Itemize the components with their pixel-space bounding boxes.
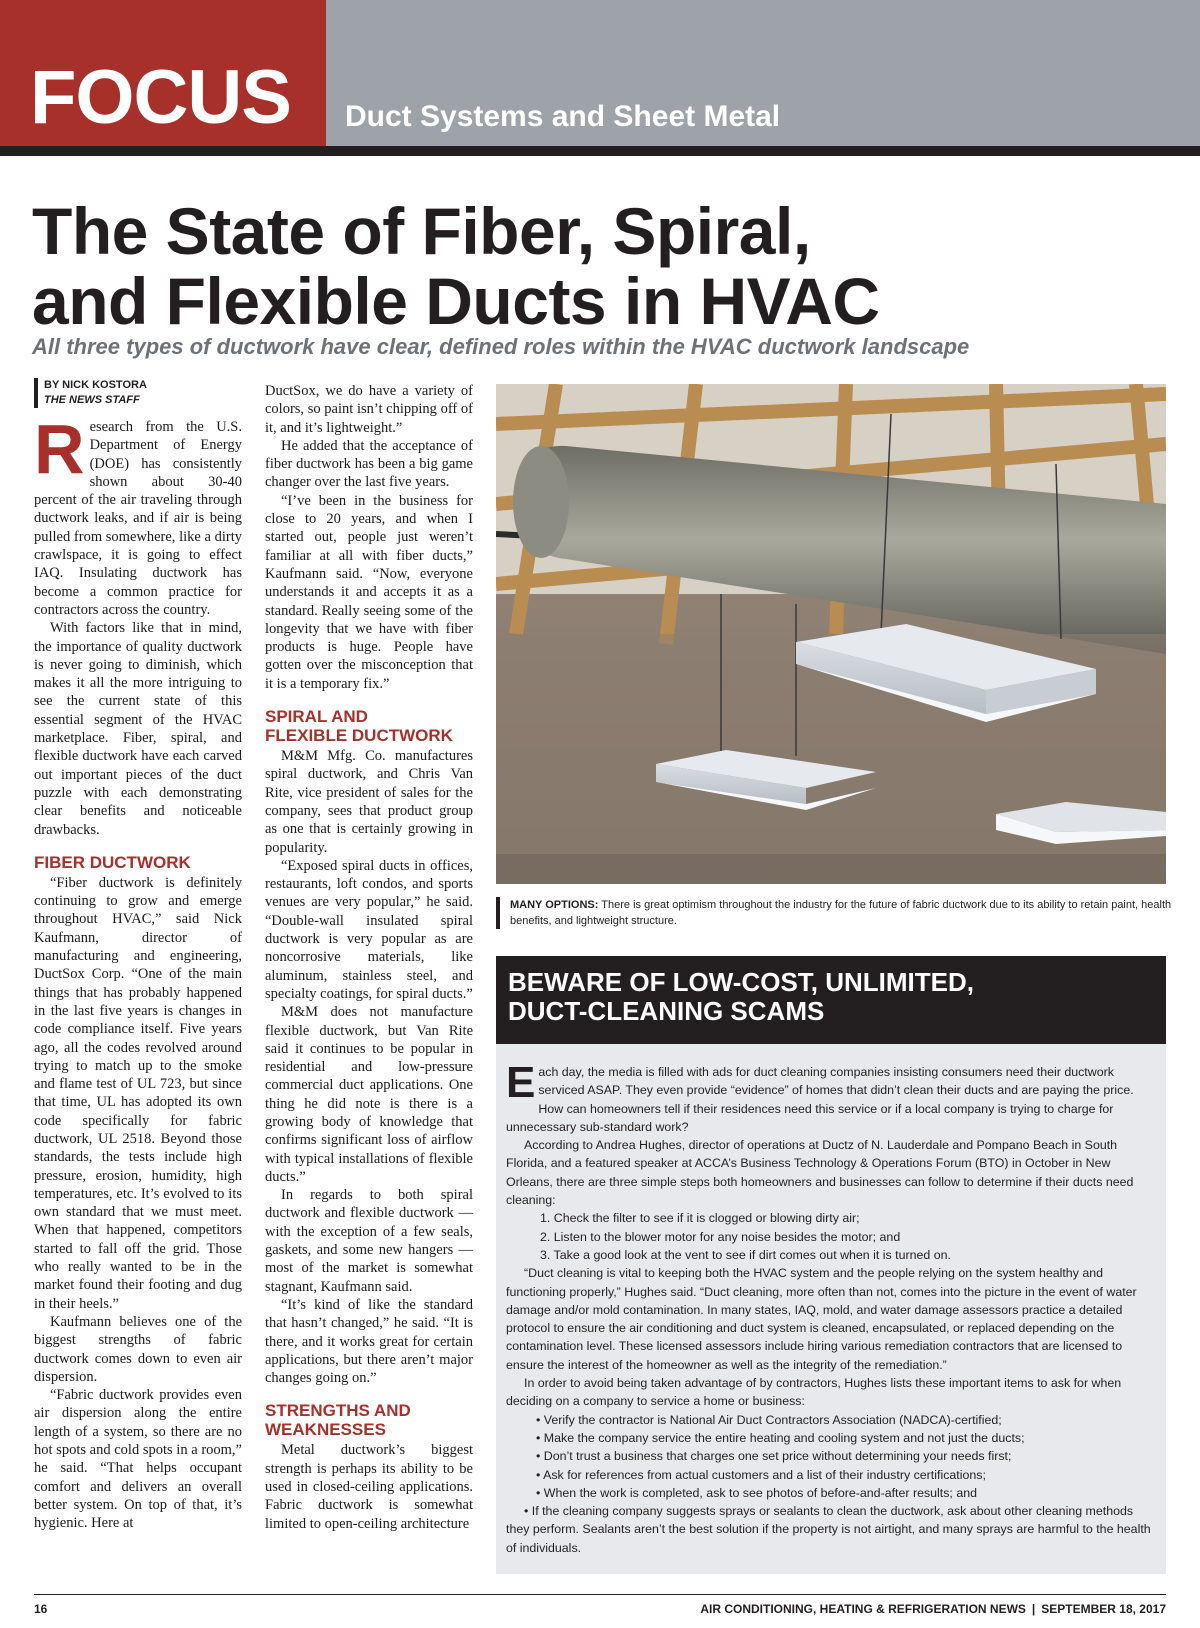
sidebar-bullet: • Ask for references from actual customers and a list of their industry certifications; xyxy=(536,1467,986,1482)
sidebar-step: 2. Listen to the blower motor for any noise besides the motor; and xyxy=(540,1229,901,1244)
article-photo xyxy=(496,384,1166,884)
headline-line-2: and Flexible Ducts in HVAC xyxy=(32,264,880,338)
photo-caption xyxy=(496,897,1175,929)
col2-paragraph-3: “I’ve been in the business for close to 20 years, and when I started out, people just weren’t familiar at all with fiber ducts,” Kaufmann said. “Now, everyone understands it and accepts it as a standard. Really seeing some of the longevity that we have with fiber products is huge. People have gotten over the misconception that it is a temporary fix.” xyxy=(265,492,473,692)
col1-paragraph-3: “Fiber ductwork is definitely continuing to grow and emerge throughout HVAC,” said Nick Kaufmann, director of manufacturing and engineering, DuctSox Corp. “One of the main things that has probably happened in the last five years is changes in code compliance itself. Five years ago, all the codes revolved around trying to match up to the smoke and flame test of UL 723, but since that time, UL has adopted its own code specifically for fabric ductwork, UL 2518. Beyond those standards, the tests include high pressure, erosion, humidity, high temperatures, etc. It’s evolved to its own standard that we must meet. When that happened, competitors started to fall off the grid. Those who really wanted to be in the market found their footing and dug in their heels.” xyxy=(34,874,242,1312)
col1-paragraph-5: “Fabric ductwork provides even air dispersion along the entire length of a system, so there are no hot spots and cold spots in a room,” he said. “That helps occupant comfort and delivers an overall better system. On top of that, it’s hygienic. Here at xyxy=(34,1387,242,1532)
sidebar-drop-cap: E xyxy=(506,1058,536,1107)
floor-shadow xyxy=(496,854,1166,884)
col2-paragraph-5: “Exposed spiral ducts in offices, restaurants, loft condos, and sports venues are very popular,” he said. “Double-wall insulated spiral ductwork is very popular as are noncorrosive materials, like aluminum, stainless steel, and specialty coatings, for spiral ducts.” xyxy=(265,857,473,1002)
subhead-spiral-line-2: FLEXIBLE DUCTWORK xyxy=(265,726,453,746)
subhead-strengths-line-2: WEAKNESSES xyxy=(265,1420,386,1440)
subhead-strengths-line-1: STRENGTHS AND xyxy=(265,1401,411,1421)
footer-separator: | xyxy=(1031,1602,1036,1616)
caption-text: There is great optimism throughout the industry for the future of fabric ductwork due to its ability to retain paint, health benefits, and lightweight structure. xyxy=(510,899,1172,927)
col1-paragraph-2: With factors like that in mind, the importance of quality ductwork is never going to diminish, which makes it all the more intriguing to see the current state of this essential segment of the HVAC marketplace. Fiber, spiral, and flexible ductwork have each carved out important pieces of the duct puzzle with each demonstrating clear benefits and noticeable drawbacks. xyxy=(34,620,242,838)
col2-paragraph-8: “It’s kind of like the standard that hasn’t changed,” he said. “It is there, and it works great for certain applications, but there aren’t major changes going on.” xyxy=(265,1296,473,1387)
sidebar-text xyxy=(506,1058,1154,1557)
duct-end xyxy=(513,446,569,558)
col2-paragraph-4: M&M Mfg. Co. manufactures spiral ductwork, and Chris Van Rite, vice president of sales for the company, sees that product group as one that is certainly growing in popularity. xyxy=(265,748,473,856)
sidebar-bullet: • When the work is completed, ask to see photos of before-and-after results; and xyxy=(536,1485,977,1500)
issue-date: SEPTEMBER 18, 2017 xyxy=(1041,1602,1166,1616)
sidebar-title-line-2: DUCT-CLEANING SCAMS xyxy=(508,996,825,1026)
drop-cap: R xyxy=(34,410,85,488)
sidebar-bullet: • Don’t trust a business that charges one set price without determining your needs first; xyxy=(536,1449,1012,1464)
focus-label: FOCUS xyxy=(30,55,291,140)
sidebar-paragraph-5: • If the cleaning company suggests sprays or sealants to clean the ductwork, ask about other cleaning methods they perform. Sealants aren’t the best solution if the property is not airtight, and many sprays are harmful to the health of individuals. xyxy=(506,1504,1151,1555)
byline-author: BY NICK KOSTORA xyxy=(44,379,147,391)
footer-rule xyxy=(34,1594,1166,1595)
deck: All three types of ductwork have clear, defined roles within the HVAC ductwork landscape xyxy=(32,334,970,359)
page-number: 16 xyxy=(34,1602,48,1616)
subhead-spiral-line-1: SPIRAL AND xyxy=(265,707,368,727)
subhead-strengths-weaknesses xyxy=(265,1401,473,1439)
col1-paragraph-4: Kaufmann believes one of the biggest strengths of fabric ductwork comes down to even air dispersion. xyxy=(34,1313,242,1385)
col2-paragraph-1: DuctSox, we do have a variety of colors, so paint isn’t chipping off of it, and it’s lightweight.” xyxy=(265,383,473,436)
sidebar-paragraph-2: According to Andrea Hughes, director of operations at Ductz of N. Lauderdale and Pompano Beach in South Florida, and a featured speaker at ACCA’s Business Technology & Operations Forum (BTO) in October in New Orleans, there are three simple steps both homeowners and businesses can follow to determine if their ducts need cleaning: xyxy=(506,1138,1134,1208)
section-title: Duct Systems and Sheet Metal xyxy=(345,100,781,133)
byline xyxy=(34,378,147,408)
sidebar-step: 1. Check the filter to see if it is clogged or blowing dirty air; xyxy=(540,1211,860,1226)
subhead-fiber-ductwork: FIBER DUCTWORK xyxy=(34,852,191,872)
col1-p1-text: esearch from the U.S. Department of Energy (DOE) has consistently shown about 30-40 percent of the air traveling through ductwork leaks, and if air is being pulled from somewhere, like a dirty crawlspace, it is going to effect IAQ. Insulating ductwork has become a common practice for contractors across the country. xyxy=(34,419,242,618)
article-column-1 xyxy=(34,410,242,1533)
sidebar-paragraph-4: In order to avoid being taken advantage of by contractors, Hughes lists these important items to ask for when deciding on a company to service a home or business: xyxy=(506,1376,1122,1409)
sidebar-bullet: • Make the company service the entire heating and cooling system and not just the ducts; xyxy=(536,1430,1025,1445)
caption-label: MANY OPTIONS: xyxy=(510,899,599,911)
sidebar-paragraph-3: “Duct cleaning is vital to keeping both the HVAC system and the people relying on the system healthy and functioning properly,” Hughes said. “Duct cleaning, more often than not, comes into the picture in the event of water damage and/or mold contamination. In many states, IAQ, mold, and water damage assessors practice a detailed protocol to ensure the air conditioning and duct system is cleaned, encapsulated, or replaced depending on the contamination level. These licensed assessors include hiring various remediation contractors that are licensed to ensure the interest of the homeowner as well as the integrity of the remediation.” xyxy=(506,1266,1137,1372)
headline-line-1: The State of Fiber, Spiral, xyxy=(32,194,811,268)
col2-paragraph-7: In regards to both spiral ductwork and flexible ductwork — with the exception of a few seals, gaskets, and some new hangers — most of the market is somewhat stagnant, Kaufmann said. xyxy=(265,1187,473,1295)
sidebar-paragraph-1 xyxy=(506,1058,1154,1136)
header-rule xyxy=(0,146,1200,156)
sidebar-title-line-1: BEWARE OF LOW-COST, UNLIMITED, xyxy=(508,967,975,997)
col2-paragraph-9: Metal ductwork’s biggest strength is perhaps its ability to be used in closed-ceiling applications. Fabric ductwork is somewhat limited to open-ceiling architecture xyxy=(265,1442,473,1532)
sidebar-bullets xyxy=(506,1411,1154,1502)
col1-paragraph-1 xyxy=(34,410,242,619)
publication-name: AIR CONDITIONING, HEATING & REFRIGERATION NEWS xyxy=(700,1602,1026,1616)
photo-illustration xyxy=(496,384,1166,884)
article-column-2 xyxy=(265,382,473,1533)
sidebar-step: 3. Take a good look at the vent to see if dirt comes out when it is turned on. xyxy=(540,1247,951,1262)
subhead-spiral-flexible xyxy=(265,707,473,745)
footer-publication xyxy=(700,1602,1166,1616)
byline-staff: THE NEWS STAFF xyxy=(44,394,140,406)
sidebar-bullet: • Verify the contractor is National Air Duct Contractors Association (NADCA)-certified; xyxy=(536,1412,1002,1427)
col2-paragraph-2: He added that the acceptance of fiber ductwork has been a big game changer over the last five years. xyxy=(265,437,473,491)
col2-paragraph-6: M&M does not manufacture flexible ductwork, but Van Rite said it continues to be popular in residential and low-pressure commercial duct applications. One thing he did note is there is a growing body of knowledge that confirms significant loss of airflow with typical installations of flexible ducts.” xyxy=(265,1004,473,1185)
sidebar-steps xyxy=(506,1209,1154,1264)
sidebar-p1-text: ach day, the media is filled with ads for duct cleaning companies insisting consumers need their ductwork serviced ASAP. They even provide “evidence” of homes that didn’t clean their ducts and are paying the price. How can homeowners tell if their residences need this service or if a local company is trying to charge for unnecessary sub-standard work? xyxy=(506,1065,1134,1134)
headline xyxy=(32,196,1172,336)
sidebar-title xyxy=(508,968,1148,1026)
